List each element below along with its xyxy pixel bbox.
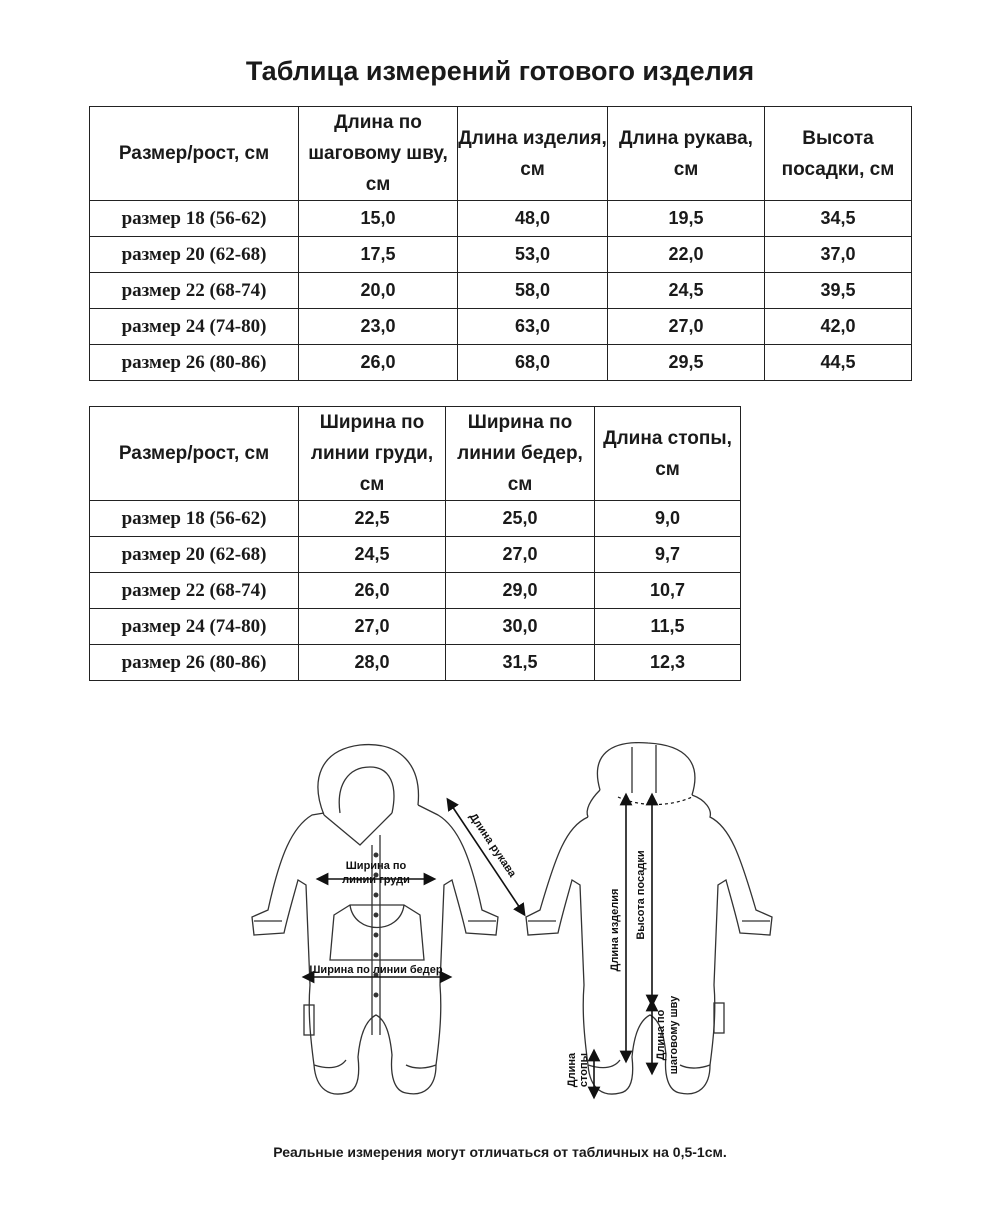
table-row [90,609,741,645]
table-row [90,501,741,537]
header-sleeve-length: Длина рукава, см [608,107,765,201]
value-cell: 24,5 [608,273,765,309]
value-cell: 28,0 [299,645,446,681]
value-cell: 42,0 [765,309,912,345]
table-header-row [90,107,912,201]
header-size: Размер/рост, см [90,107,299,201]
size-cell: размер 18 (56-62) [90,501,299,537]
page-title: Таблица измерений готового изделия [245,56,755,86]
value-cell: 10,7 [595,573,741,609]
size-cell: размер 24 (74-80) [90,609,299,645]
value-cell: 22,5 [299,501,446,537]
table-row [90,645,741,681]
size-cell: размер 26 (80-86) [90,345,299,381]
value-cell: 23,0 [299,309,458,345]
seat-height-label: Высота посадки [635,850,647,940]
value-cell: 26,0 [299,573,446,609]
value-cell: 17,5 [299,237,458,273]
value-cell: 25,0 [446,501,595,537]
table-row [90,201,912,237]
foot-length-label-1: Длина [566,1052,578,1088]
sleeve-length-arrow [450,803,522,911]
table-row [90,573,741,609]
value-cell: 39,5 [765,273,912,309]
value-cell: 48,0 [458,201,608,237]
front-view-drawing [252,745,498,1094]
value-cell: 31,5 [446,645,595,681]
value-cell: 11,5 [595,609,741,645]
neckline-dashed [618,797,692,805]
size-cell: размер 26 (80-86) [90,645,299,681]
back-view-drawing [526,743,772,1094]
value-cell: 19,5 [608,201,765,237]
inseam-label-2: шаговому шву [668,995,680,1075]
value-cell: 20,0 [299,273,458,309]
table-row [90,345,912,381]
size-cell: размер 20 (62-68) [90,537,299,573]
value-cell: 24,5 [299,537,446,573]
size-cell: размер 20 (62-68) [90,237,299,273]
value-cell: 27,0 [446,537,595,573]
table-row [90,309,912,345]
header-hip-width: Ширина по линии бедер, см [446,407,595,501]
value-cell: 34,5 [765,201,912,237]
header-inseam: Длина по шаговому шву, см [299,107,458,201]
sleeve-length-label: Длина рукава [466,811,519,880]
value-cell: 12,3 [595,645,741,681]
garment-diagram [240,735,780,1115]
table-row [90,237,912,273]
value-cell: 9,7 [595,537,741,573]
value-cell: 29,0 [446,573,595,609]
value-cell: 27,0 [299,609,446,645]
hip-width-label: Ширина по линии бедер [309,964,443,976]
value-cell: 44,5 [765,345,912,381]
table-row [90,273,912,309]
measurement-note: Реальные измерения могут отличаться от табличных на 0,5-1см. [273,1144,727,1160]
value-cell: 15,0 [299,201,458,237]
table-row [90,537,741,573]
value-cell: 58,0 [458,273,608,309]
foot-length-label-2: стопы [578,1052,590,1088]
value-cell: 30,0 [446,609,595,645]
chest-width-label-2: линии груди [342,874,410,886]
value-cell: 22,0 [608,237,765,273]
inseam-label-1: Длина по [655,1009,667,1061]
table-header-row [90,407,741,501]
value-cell: 29,5 [608,345,765,381]
header-size: Размер/рост, см [90,407,299,501]
measurements-table-2 [89,406,741,681]
header-chest-width: Ширина по линии груди, см [299,407,446,501]
value-cell: 26,0 [299,345,458,381]
size-cell: размер 24 (74-80) [90,309,299,345]
header-foot-length: Длина стопы, см [595,407,741,501]
product-length-label: Длина изделия [609,888,621,972]
value-cell: 37,0 [765,237,912,273]
size-cell: размер 22 (68-74) [90,573,299,609]
header-product-length: Длина изделия, см [458,107,608,201]
value-cell: 53,0 [458,237,608,273]
value-cell: 27,0 [608,309,765,345]
measurements-table-1 [89,106,912,381]
value-cell: 63,0 [458,309,608,345]
value-cell: 68,0 [458,345,608,381]
size-cell: размер 22 (68-74) [90,273,299,309]
size-cell: размер 18 (56-62) [90,201,299,237]
chest-width-label-1: Ширина по [345,860,407,872]
value-cell: 9,0 [595,501,741,537]
header-seat-height: Высота посадки, см [765,107,912,201]
